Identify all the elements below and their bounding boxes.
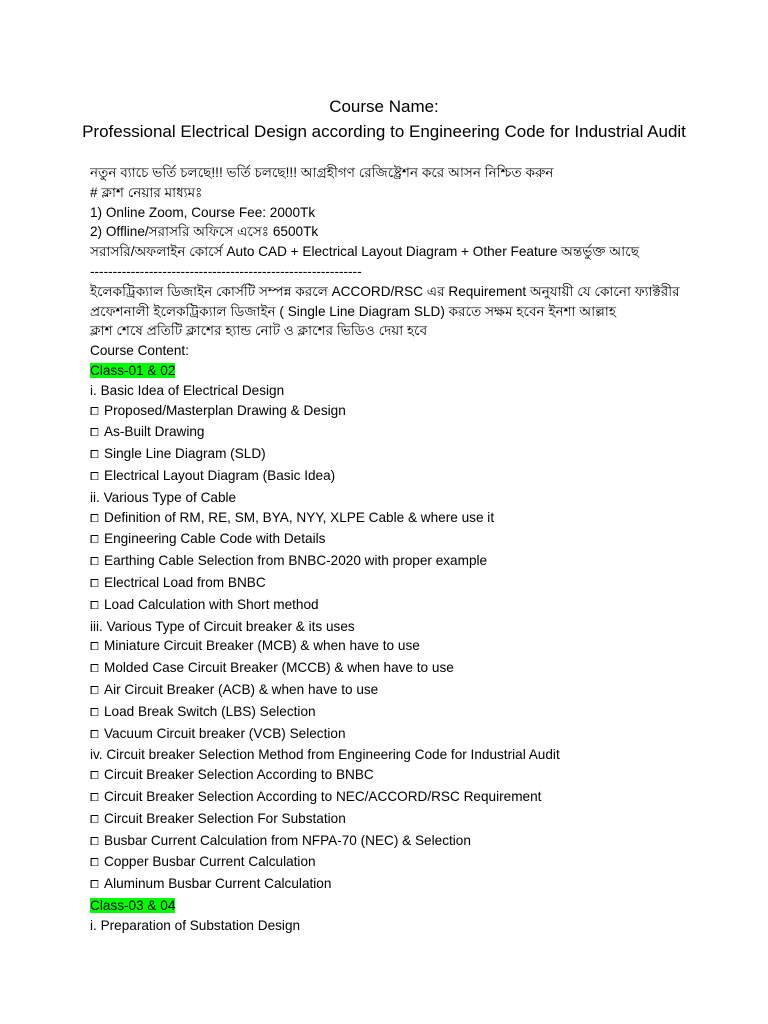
list-item-text: Circuit Breaker Selection According to BNBC bbox=[104, 767, 374, 783]
list-item-text: Miniature Circuit Breaker (MCB) & when have to use bbox=[104, 638, 420, 654]
checkbox-bullet-icon: ⧠ bbox=[90, 405, 99, 418]
list-item bbox=[90, 680, 680, 702]
checkbox-bullet-icon: ⧠ bbox=[90, 577, 99, 590]
list-item bbox=[90, 422, 680, 444]
list-item-text: Copper Busbar Current Calculation bbox=[104, 854, 316, 870]
list-item bbox=[90, 529, 680, 551]
checkbox-bullet-icon: ⧠ bbox=[90, 791, 99, 804]
list-item-text: Aluminum Busbar Current Calculation bbox=[104, 876, 332, 892]
list-item bbox=[90, 765, 680, 787]
list-item-text: Engineering Cable Code with Details bbox=[104, 531, 326, 547]
list-item bbox=[90, 874, 680, 896]
list-item-text: Load Calculation with Short method bbox=[104, 596, 319, 612]
online-fee: 1) Online Zoom, Course Fee: 2000Tk bbox=[90, 204, 316, 220]
list-item-text: Definition of RM, RE, SM, BYA, NYY, XLPE Cable & where use it bbox=[104, 509, 495, 525]
class-01-02-content bbox=[90, 381, 680, 896]
section-heading: iv. Circuit breaker Selection Method from Engineering Code for Industrial Audit bbox=[90, 747, 560, 763]
class-medium-label: # ক্লাশ নেয়ার মাধ্যমঃ bbox=[90, 184, 203, 200]
list-item bbox=[90, 444, 680, 466]
list-item bbox=[90, 551, 680, 573]
list-item bbox=[90, 401, 680, 423]
checkbox-bullet-icon: ⧠ bbox=[90, 556, 99, 569]
separator-dashes: ------------------------------------------------------------ bbox=[90, 263, 362, 279]
checkbox-bullet-icon: ⧠ bbox=[90, 879, 99, 892]
offline-feature-note: সরাসরি/অফলাইন কোর্সে Auto CAD + Electrical Layout Diagram + Other Feature অন্তর্ভুক্ত আছে bbox=[90, 244, 639, 260]
list-item bbox=[90, 809, 680, 831]
checkbox-bullet-icon: ⧠ bbox=[90, 770, 99, 783]
course-body bbox=[90, 163, 680, 935]
class-01-02-header: Class-01 & 02 bbox=[90, 362, 176, 378]
course-outcome-note: ইলেকট্রিক্যাল ডিজাইন কোর্সটি সম্পন্ন করলে ACCORD/RSC এর Requirement অনুযায়ী যে কোনো ফ্যাক্টরীর প্রফেশনালী ইলেকট্রিক্যাল ডিজাইন ( Single Line Diagram SLD) করতে সক্ষম হবেন ইনশা আল্লাহ bbox=[90, 283, 680, 319]
list-item-text: Earthing Cable Selection from BNBC-2020 with proper example bbox=[104, 553, 488, 569]
handnote-video-note: ক্লাশ শেষে প্রতিটি ক্লাশের হ্যান্ড নোট ও ক্লাশের ভিডিও দেয়া হবে bbox=[90, 323, 428, 339]
list-item-text: Electrical Load from BNBC bbox=[104, 574, 266, 590]
checkbox-bullet-icon: ⧠ bbox=[90, 706, 99, 719]
checkbox-bullet-icon: ⧠ bbox=[90, 427, 99, 440]
list-item bbox=[90, 658, 680, 680]
checkbox-bullet-icon: ⧠ bbox=[90, 728, 99, 741]
section-heading: i. Preparation of Substation Design bbox=[90, 917, 301, 933]
checkbox-bullet-icon: ⧠ bbox=[90, 470, 99, 483]
list-item-text: Proposed/Masterplan Drawing & Design bbox=[104, 402, 346, 418]
list-item-text: Circuit Breaker Selection According to NEC/ACCORD/RSC Requirement bbox=[104, 788, 542, 804]
checkbox-bullet-icon: ⧠ bbox=[90, 684, 99, 697]
list-item-text: Air Circuit Breaker (ACB) & when have to use bbox=[104, 681, 379, 697]
checkbox-bullet-icon: ⧠ bbox=[90, 534, 99, 547]
checkbox-bullet-icon: ⧠ bbox=[90, 835, 99, 848]
class-03-04-header: Class-03 & 04 bbox=[90, 897, 176, 913]
list-item bbox=[90, 573, 680, 595]
checkbox-bullet-icon: ⧠ bbox=[90, 663, 99, 676]
course-content-label: Course Content: bbox=[90, 343, 189, 359]
list-item-text: Molded Case Circuit Breaker (MCCB) & when have to use bbox=[104, 660, 454, 676]
course-title-block bbox=[80, 94, 688, 144]
list-item bbox=[90, 702, 680, 724]
section-heading: i. Basic Idea of Electrical Design bbox=[90, 382, 285, 398]
offline-fee: 2) Offline/সরাসরি অফিসে এসেঃ 6500Tk bbox=[90, 224, 319, 240]
list-item bbox=[90, 508, 680, 530]
list-item bbox=[90, 636, 680, 658]
list-item bbox=[90, 466, 680, 488]
section-heading: ii. Various Type of Cable bbox=[90, 489, 237, 505]
course-name: Professional Electrical Design according to Engineering Code for Industrial Audit bbox=[82, 122, 686, 141]
course-name-label: Course Name: bbox=[329, 97, 439, 116]
list-item bbox=[90, 595, 680, 617]
checkbox-bullet-icon: ⧠ bbox=[90, 449, 99, 462]
list-item-text: Busbar Current Calculation from NFPA-70 (NEC) & Selection bbox=[104, 832, 471, 848]
list-item-text: Electrical Layout Diagram (Basic Idea) bbox=[104, 467, 336, 483]
list-item-text: Single Line Diagram (SLD) bbox=[104, 446, 266, 462]
list-item bbox=[90, 852, 680, 874]
list-item-text: Circuit Breaker Selection For Substation bbox=[104, 810, 346, 826]
checkbox-bullet-icon: ⧠ bbox=[90, 813, 99, 826]
checkbox-bullet-icon: ⧠ bbox=[90, 599, 99, 612]
checkbox-bullet-icon: ⧠ bbox=[90, 641, 99, 654]
checkbox-bullet-icon: ⧠ bbox=[90, 512, 99, 525]
list-item bbox=[90, 787, 680, 809]
admission-notice: নতুন ব্যাচে ভর্তি চলছে!!! ভর্তি চলছে!!! আগ্রহীগণ রেজিষ্ট্রেশন করে আসন নিশ্চিত করুন bbox=[90, 165, 554, 180]
list-item-text: Vacuum Circuit breaker (VCB) Selection bbox=[104, 725, 346, 741]
section-heading: iii. Various Type of Circuit breaker & its uses bbox=[90, 618, 355, 634]
list-item-text: Load Break Switch (LBS) Selection bbox=[104, 703, 316, 719]
list-item bbox=[90, 831, 680, 853]
list-item-text: As-Built Drawing bbox=[104, 424, 205, 440]
list-item bbox=[90, 724, 680, 746]
checkbox-bullet-icon: ⧠ bbox=[90, 857, 99, 870]
